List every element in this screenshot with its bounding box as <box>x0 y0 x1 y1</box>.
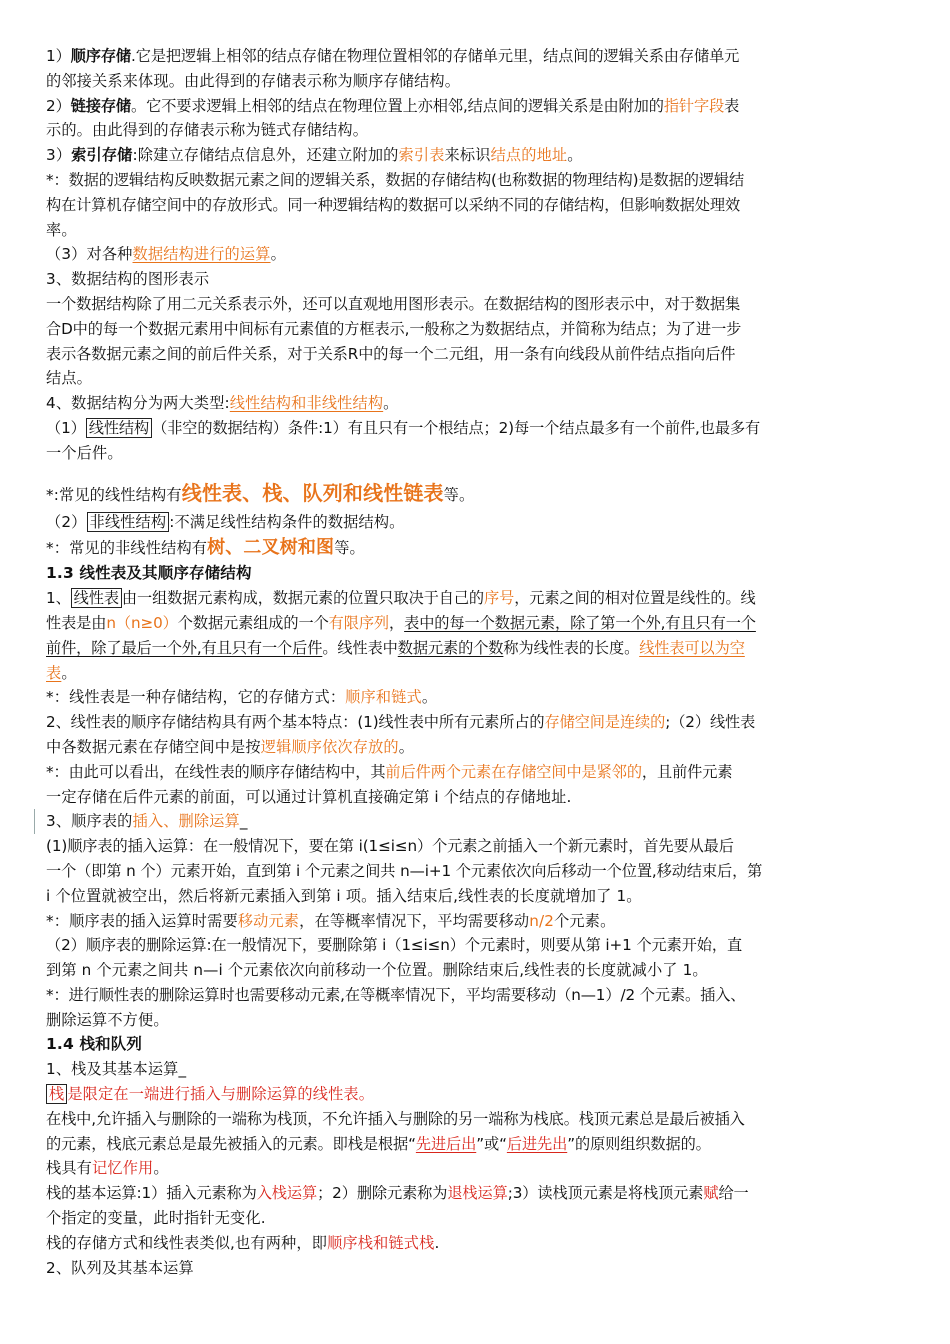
paragraph-nonlinear-structure <box>46 510 904 535</box>
text: 一个（即第 n 个）元素开始，直到第 i 个元素之间共 n—i+1 个元素依次向后移动一个位置,移动结束后，第 <box>46 861 763 880</box>
text: 2、队列及其基本运算 <box>46 1258 194 1277</box>
document-body <box>46 44 904 1280</box>
paragraph-line <box>46 1206 904 1231</box>
boxed-term-linear-list: 线性表 <box>71 588 122 608</box>
paragraph-line <box>46 636 904 661</box>
paragraph-line <box>46 1008 904 1033</box>
highlight-insert-delete: 插入、删除运算 <box>132 812 240 831</box>
text: 。 <box>270 245 286 264</box>
text: 。它不要求逻辑上相邻的结点在物理位置上亦相邻,结点间的逻辑关系是由附加的 <box>131 96 664 115</box>
text: 。 <box>383 394 399 413</box>
note-common-linear <box>46 476 904 510</box>
text: 构在计算机存储空间中的存放形式。同一种逻辑结构的数据可以采纳不同的存储结构，但影响数据处理效 <box>46 195 741 214</box>
highlight-can-be-empty: 表 <box>46 663 62 682</box>
text: ，元素之间的相对位置是线性的。线 <box>514 589 756 608</box>
paragraph-graphic <box>46 292 904 317</box>
heading-queue-ops <box>46 1256 904 1281</box>
text: 栈的存储方式和线性表类似,也有两种，即 <box>46 1233 328 1252</box>
text: 1.4 栈和队列 <box>46 1035 143 1054</box>
boxed-term-nonlinear-structure: 非线性结构 <box>87 512 170 532</box>
paragraph-line <box>46 317 904 342</box>
text: 中各数据元素在存储空间中是按 <box>46 737 261 756</box>
text: 1、栈及其基本运算_ <box>46 1060 187 1079</box>
heading-stack-ops <box>46 1057 904 1082</box>
text: 表示各数据元素之间的前后件关系，对于关系R中的每一个二元组，用一条有向线段从前件结点指向后件 <box>46 344 736 363</box>
text: . <box>434 1233 440 1252</box>
text: :除建立存储结点信息外，还建立附加的 <box>132 146 399 165</box>
highlight-can-be-empty: 线性表可以为空 <box>639 638 745 657</box>
text: 个数据元素组成的一个 <box>177 613 329 632</box>
highlight-index-table: 索引表 <box>398 146 445 165</box>
text: ；2）删除元素称为 <box>317 1184 448 1203</box>
text: 1） <box>46 47 71 65</box>
text: 1、 <box>46 589 71 608</box>
text: 4、数据结构分为两大类型: <box>46 394 230 413</box>
paragraph-index-storage <box>46 143 904 168</box>
highlight-common-nonlinear: 树、二叉树和图 <box>207 537 335 559</box>
text: 。 <box>398 737 415 756</box>
text: 由一组数据元素构成，数据元素的位置只取决于自己的 <box>121 589 485 608</box>
highlight-sequential-linked: 顺序和链式 <box>345 688 422 707</box>
text: 的邻接关系来体现。由此得到的存储表示称为顺序存储结构。 <box>46 71 461 90</box>
heading-graphic-representation <box>46 267 904 292</box>
text: 性表是由 <box>46 613 107 632</box>
highlight-memory: 记忆作用 <box>92 1159 154 1178</box>
text: 合D中的每一个数据元素用中间标有元素值的方框表示,一般称之为数据结点，并简称为结点；为了进一步 <box>46 319 742 338</box>
paragraph-linear-structure <box>46 416 904 441</box>
text: 一个数据结构除了用二元关系表示外，还可以直观地用图形表示。在数据结构的图形表示中，对于数据集 <box>46 294 741 313</box>
paragraph-line <box>46 342 904 367</box>
note-storage-methods <box>46 685 904 710</box>
paragraph-two-types <box>46 391 904 416</box>
heading-insert-delete <box>34 809 904 834</box>
paragraph-stack-storage <box>46 1231 904 1256</box>
text: ，在等概率情况下，平均需要移动 <box>299 911 530 930</box>
text: 表 <box>724 96 740 115</box>
text: *：线性表是一种存储结构，它的存储方式： <box>46 688 346 707</box>
paragraph-insert <box>46 834 904 859</box>
paragraph-linear-list <box>46 586 904 611</box>
paragraph-line <box>46 859 904 884</box>
text: （1） <box>46 418 86 437</box>
text: i 个位置就被空出，然后将新元素插入到第 i 项。插入结束后,线性表的长度就增加了 1。 <box>46 886 642 905</box>
paragraph-line <box>46 193 904 218</box>
text: （3）对各种 <box>46 245 133 264</box>
text: 2） <box>46 96 71 115</box>
text: 来标识 <box>444 146 491 165</box>
paragraph-line <box>46 441 904 466</box>
paragraph-line <box>46 69 904 94</box>
text: *：数据的逻辑结构反映数据元素之间的逻辑关系，数据的存储结构(也称数据的物理结构)是数据的逻辑结 <box>46 170 745 189</box>
paragraph-line <box>46 1156 904 1181</box>
text: 结点。 <box>46 369 93 388</box>
highlight-move-elements: 移动元素 <box>237 911 300 930</box>
highlight-logical-order: 逻辑顺序依次存放的 <box>260 737 399 756</box>
text: 给一 <box>718 1184 749 1203</box>
text: *：进行顺性表的删除运算时也需要移动元素,在等概率情况下，平均需要移动（n—1）/2 个元素。插入、 <box>46 985 746 1004</box>
text: 。 <box>153 1159 169 1178</box>
highlight-assign: 赋 <box>703 1184 719 1203</box>
text: ，且前件元素 <box>641 762 733 781</box>
paragraph-stack-definition <box>46 1082 904 1107</box>
boxed-term-linear-structure: 线性结构 <box>86 418 152 438</box>
underlined-text: 表中的每一个数据元素，除了第一个外,有且只有一个 <box>404 613 756 632</box>
highlight-lifo: 后进先出 <box>506 1134 568 1153</box>
section-heading-1-3 <box>46 561 904 586</box>
paragraph-line <box>46 884 904 909</box>
note-logical-vs-storage <box>46 168 904 193</box>
section-heading-1-4 <box>46 1032 904 1057</box>
text: .它是把逻辑上相邻的结点存储在物理位置相邻的存储单元里，结点间的逻辑关系由存储单元 <box>131 47 740 65</box>
note-adjacent <box>46 760 904 785</box>
highlight-sequence-number: 序号 <box>484 589 515 608</box>
highlight-stack-storage: 顺序栈和链式栈 <box>327 1233 435 1252</box>
text: 称为线性表的长度。 <box>503 638 640 657</box>
text: *：常见的非线性结构有 <box>46 539 208 558</box>
text: *：顺序表的插入运算时需要 <box>46 911 238 930</box>
text: 一定存储在后件元素的前面，可以通过计算机直接确定第 i 个结点的存储地址. <box>46 787 572 806</box>
text: 在栈中,允许插入与删除的一端称为栈顶，不允许插入与删除的另一端称为栈底。栈顶元素总是最后被插入 <box>46 1109 745 1128</box>
text: 一个后件。 <box>46 443 123 462</box>
text: 3） <box>46 146 72 165</box>
text: 率。 <box>46 220 77 239</box>
term-index-storage: 索引存储 <box>71 146 133 165</box>
paragraph-line <box>46 735 904 760</box>
paragraph-line <box>46 118 904 143</box>
text: 个元素。 <box>554 911 616 930</box>
text: :不满足线性结构条件的数据结构。 <box>169 512 405 531</box>
highlight-pop: 退栈运算 <box>447 1184 508 1203</box>
text: 3、数据结构的图形表示 <box>46 270 210 289</box>
paragraph-line <box>46 218 904 243</box>
highlight-adjacent: 前后件两个元素在存储空间中是紧邻的 <box>385 762 642 781</box>
highlight-operations: 数据结构进行的运算 <box>132 245 271 264</box>
paragraph-delete <box>46 933 904 958</box>
paragraph-stack-top-bottom <box>46 1107 904 1132</box>
highlight-stack-definition: 是限定在一端进行插入与删除运算的线性表。 <box>67 1085 375 1104</box>
text: 等。 <box>443 485 475 504</box>
paragraph-line <box>46 1132 904 1157</box>
text: 到第 n 个元素之间共 n—i 个元素依次向前移动一个位置。删除结束后,线性表的长度就减小了 1。 <box>46 961 708 980</box>
text: ， <box>389 613 405 632</box>
text: 示的。由此得到的存储表示称为链式存储结构。 <box>46 121 369 140</box>
note-common-nonlinear <box>46 534 904 561</box>
note-insert <box>46 909 904 934</box>
highlight-pointer-field: 指针字段 <box>663 96 725 115</box>
text: 。 <box>61 663 77 682</box>
text: (1)顺序表的插入运算：在一般情况下，要在第 i(1≤i≤n）个元素之前插入一个新元素时，首先要从最后 <box>46 837 734 856</box>
text: ;3）读栈顶元素是将栈顶元素 <box>507 1184 704 1203</box>
paragraph-sequential-features <box>46 710 904 735</box>
text: ;（2）线性表 <box>665 713 756 732</box>
text: *：由此可以看出，在线性表的顺序存储结构中，其 <box>46 762 386 781</box>
paragraph-line <box>46 661 904 686</box>
paragraph-line <box>46 366 904 391</box>
underlined-element-count: 数据元素的个数 <box>397 638 504 657</box>
text: （2）顺序表的删除运算:在一般情况下，要删除第 i（1≤i≤n）个元素时，则要从第 i+1 个元素开始，直 <box>46 936 743 955</box>
text: （2） <box>46 512 87 531</box>
text: 2、线性表的顺序存储结构具有两个基本特点：(1)线性表中所有元素所占的 <box>46 713 545 732</box>
highlight-n: n（n≥0） <box>106 613 178 632</box>
paragraph-stack-ops <box>46 1181 904 1206</box>
text: 栈的基本运算:1）插入元素称为 <box>46 1184 257 1203</box>
text: 。 <box>567 146 583 165</box>
highlight-push: 入栈运算 <box>256 1184 318 1203</box>
highlight-contiguous: 存储空间是连续的 <box>544 713 666 732</box>
text: ”或“ <box>476 1134 507 1153</box>
highlight-finite-sequence: 有限序列 <box>328 613 390 632</box>
paragraph-line <box>46 785 904 810</box>
text: 栈具有 <box>46 1159 93 1178</box>
text: 等。 <box>334 539 365 558</box>
text: ”的原则组织数据的。 <box>567 1134 711 1153</box>
highlight-common-linear: 线性表、栈、队列和线性链表 <box>181 480 444 505</box>
highlight-node-address: 结点的地址 <box>490 146 568 165</box>
text: *:常见的线性结构有 <box>46 485 182 504</box>
highlight-linear-nonlinear: 线性结构和非线性结构 <box>229 394 384 413</box>
boxed-term-stack: 栈 <box>46 1084 67 1104</box>
term-sequential-storage: 顺序存储 <box>70 47 132 65</box>
paragraph-sequential-storage <box>46 44 904 69</box>
paragraph-linked-storage <box>46 94 904 119</box>
text: 。线性表中 <box>322 638 398 657</box>
paragraph-operations <box>46 242 904 267</box>
underlined-text: 前件，除了最后一个外,有且只有一个后件 <box>46 638 323 657</box>
text: 删除运算不方便。 <box>46 1010 169 1029</box>
text: 3、顺序表的 <box>46 812 133 831</box>
text: 1.3 线性表及其顺序存储结构 <box>46 564 252 583</box>
note-delete <box>46 983 904 1008</box>
text: 个指定的变量，此时指针无变化. <box>46 1209 266 1228</box>
paragraph-line <box>46 958 904 983</box>
paragraph-line <box>46 611 904 636</box>
text: 。 <box>421 688 438 707</box>
text: _ <box>239 812 248 831</box>
highlight-filo: 先进后出 <box>415 1134 477 1153</box>
term-linked-storage: 链接存储 <box>70 96 132 115</box>
text: （非空的数据结构）条件:1）有且只有一个根结点；2)每一个结点最多有一个前件,也最多有 <box>152 418 761 437</box>
text: 的元素，栈底元素总是最先被插入的元素。即栈是根据“ <box>46 1134 416 1153</box>
highlight-n-half: n/2 <box>529 911 555 930</box>
